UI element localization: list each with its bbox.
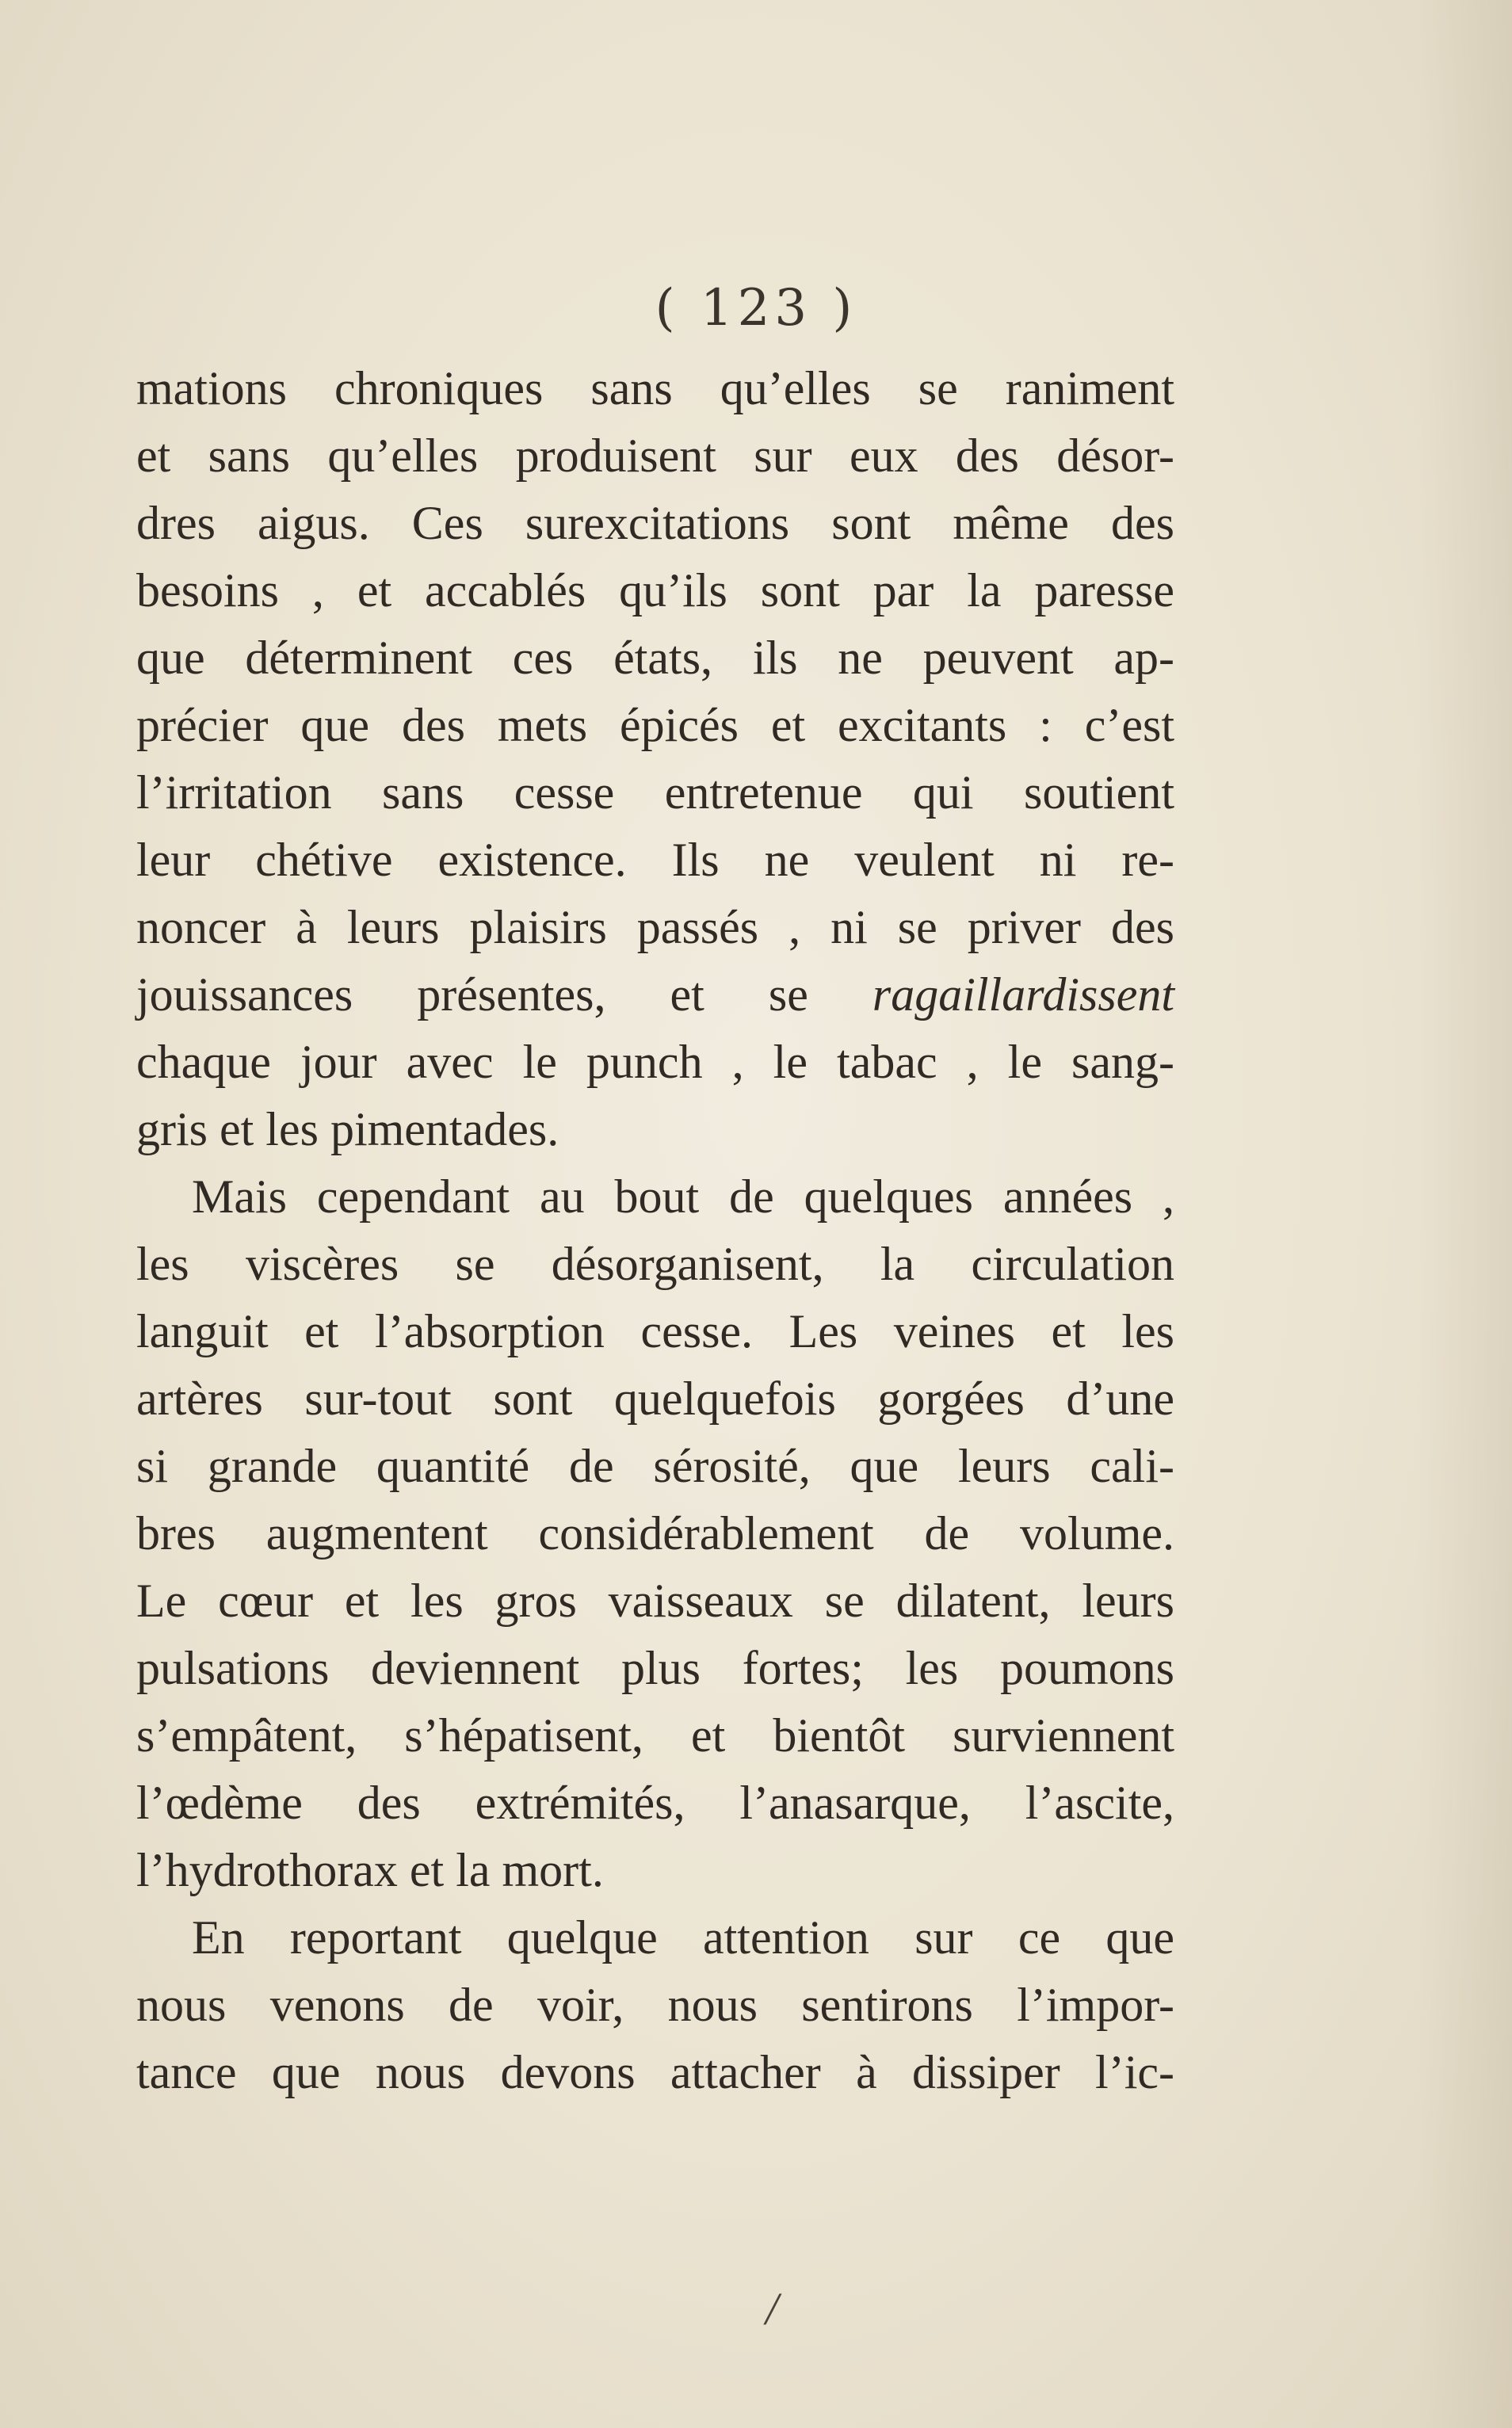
text-line: Mais cependant au bout de quelques années , (192, 1170, 1174, 1223)
paragraph-1 (136, 355, 1174, 1163)
text-line: dres aigus. Ces surexcitations sont même des (136, 497, 1174, 549)
paragraph-3 (136, 1904, 1174, 2106)
text-line: En reportant quelque attention sur ce que (192, 1911, 1174, 1964)
text-line: l’irritation sans cesse entretenue qui soutient (136, 766, 1174, 819)
text-line: l’hydrothorax et la mort. (136, 1844, 604, 1896)
text-line: l’œdème des extrémités, l’anasarque, l’ascite, (136, 1777, 1174, 1829)
text-line: nous venons de voir, nous sentirons l’impor- (136, 1979, 1174, 2031)
text-line: chaque jour avec le punch , le tabac , le sang- (136, 1036, 1174, 1088)
text-line: tance que nous devons attacher à dissiper l’ic- (136, 2046, 1174, 2098)
text-line: bres augmentent considérablement de volume. (136, 1507, 1174, 1559)
text-line: si grande quantité de sérosité, que leurs cali- (136, 1440, 1174, 1492)
text-line: artères sur-tout sont quelquefois gorgées d’une (136, 1372, 1174, 1425)
page-edge-shadow (1417, 0, 1512, 2428)
page-number: ( 123 ) (655, 279, 857, 338)
italic-word: ragaillardissent (872, 968, 1174, 1021)
body-text (136, 355, 1174, 2106)
text-line: que déterminent ces états, ils ne peuvent ap- (136, 632, 1174, 684)
text-line: pulsations deviennent plus fortes; les poumons (136, 1642, 1174, 1694)
text-line-with-italic (136, 961, 1174, 1029)
text-line: les viscères se désorganisent, la circulation (136, 1238, 1174, 1290)
text-line: précier que des mets épicés et excitants : c’est (136, 699, 1174, 751)
bottom-mark: / (766, 2283, 779, 2334)
text-line: besoins , et accablés qu’ils sont par la paresse (136, 564, 1174, 617)
text-line: leur chétive existence. Ils ne veulent ni re- (136, 834, 1174, 886)
text-line: noncer à leurs plaisirs passés , ni se priver des (136, 901, 1174, 953)
text-line: Le cœur et les gros vaisseaux se dilatent, leurs (136, 1575, 1174, 1627)
text-line: mations chroniques sans qu’elles se raniment (136, 362, 1174, 414)
paragraph-2 (136, 1163, 1174, 1904)
text-line: languit et l’absorption cesse. Les veines et les (136, 1305, 1174, 1357)
text-line: et sans qu’elles produisent sur eux des désor- (136, 429, 1174, 482)
text-line: gris et les pimentades. (136, 1103, 559, 1155)
text-line: s’empâtent, s’hépatisent, et bientôt surviennent (136, 1709, 1174, 1762)
text-line-segment: jouissances présentes, et se (136, 968, 872, 1021)
